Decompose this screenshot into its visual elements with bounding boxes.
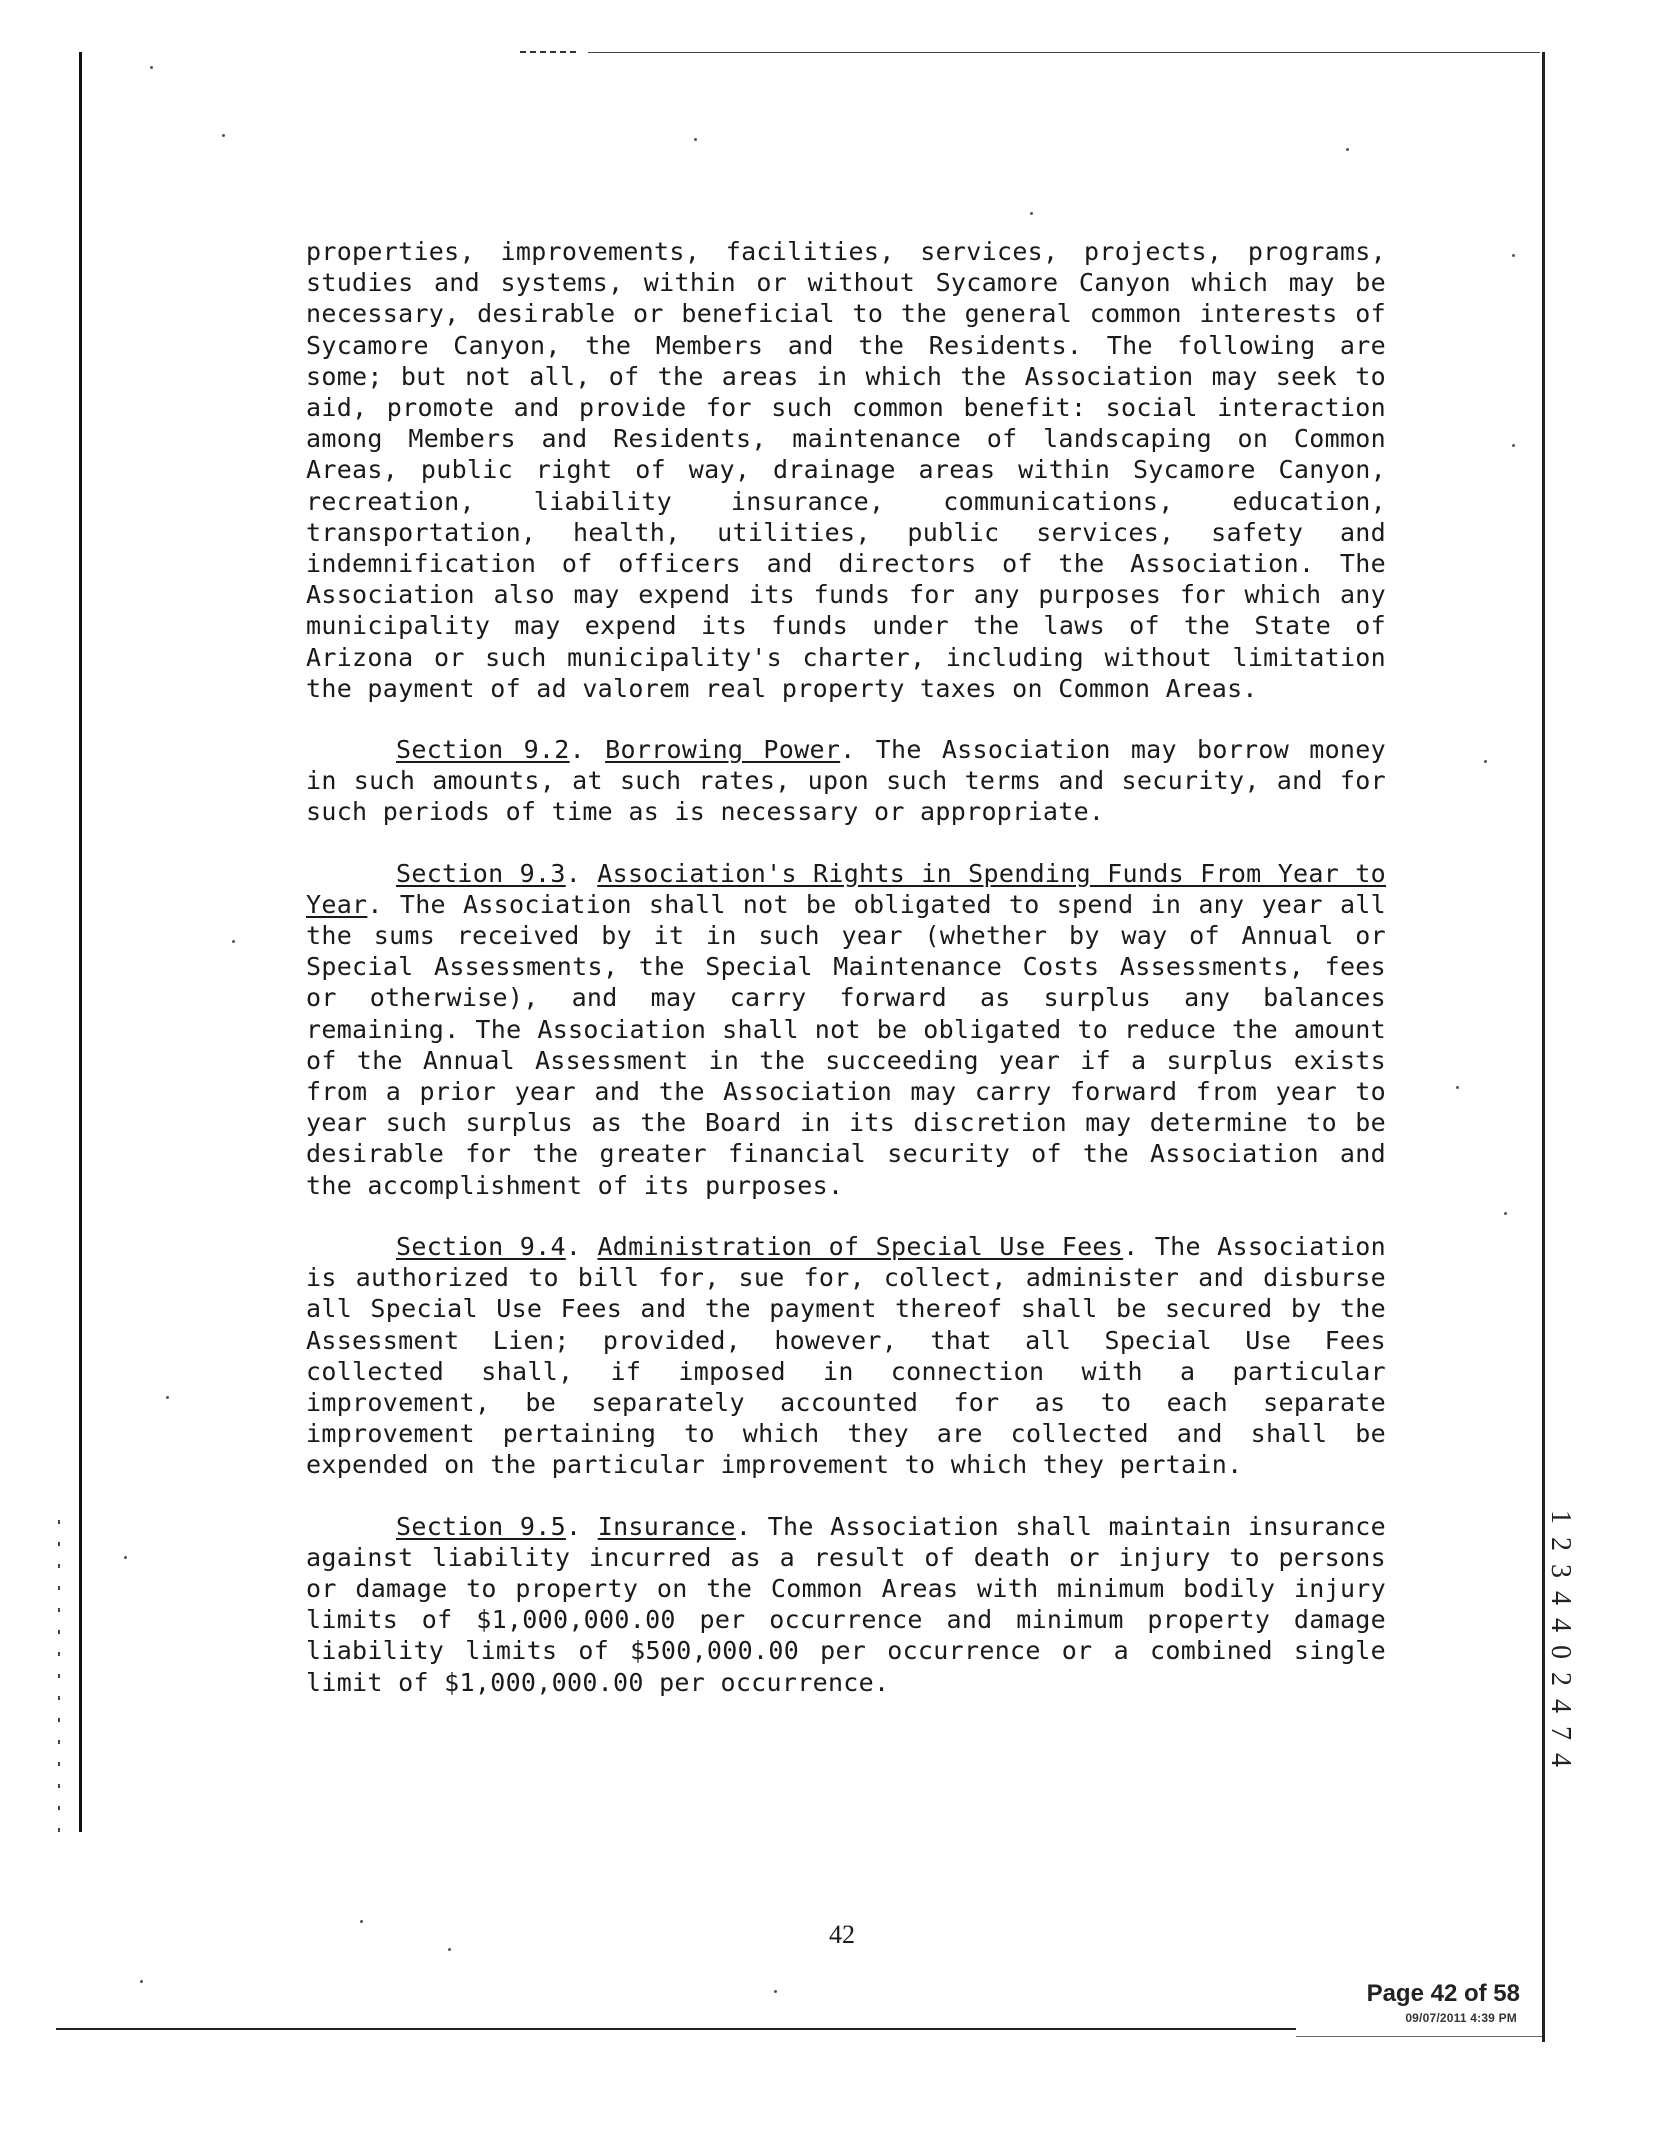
document-body bbox=[306, 236, 1386, 1728]
scan-speck bbox=[124, 1556, 127, 1559]
section-number: Section 9.5 bbox=[396, 1511, 566, 1541]
section-9-4: Section 9.4. Administration of Special Use Fees. The Association is authorized to bill for, sue for, collect, administer and disburse all Special Use Fees and the payment thereof shall be secured by the Assessment Lien; provided, however, that all Special Use Fees collected shall, if imposed in connection with a particular improvement, be separately accounted for as to each separate improvement pertaining to which they are collected and shall be expended on the particular improvement to which they pertain. bbox=[306, 1231, 1386, 1480]
scan-speck bbox=[1484, 760, 1487, 763]
paragraph-text: properties, improvements, facilities, services, projects, programs, studies and systems, within or without Sycamore Canyon which may be necessary, desirable or beneficial to the general common interests of Sycamore Canyon, the Members and the Residents. The following are some; but not all, of the areas in which the Association may seek to aid, promote and provide for such common benefit: social interaction among Members and Residents, maintenance of landscaping on Common Areas, public right of way, drainage areas within Sycamore Canyon, recreation, liability insurance, communications, education, transportation, health, utilities, public services, safety and indemnification of officers and directors of the Association. The Association also may expend its funds for any purposes for which any municipality may expend its funds under the laws of the State of Arizona or such municipality's charter, including without limitation the payment of ad valorem real property taxes on Common Areas. bbox=[306, 237, 1386, 703]
section-number: Section 9.4 bbox=[396, 1231, 566, 1261]
recording-number: 1 2 3 4 4 0 2 4 7 4 bbox=[1545, 1510, 1576, 1770]
scan-speck bbox=[166, 1396, 169, 1399]
section-text: The Association shall maintain insurance against liability incurred as a result of death or injury to persons or damage to property on the Common Areas with minimum bodily injury limits of $1,000,000.00 per occurrence and minimum property damage liability limits of $500,000.00 per occurrence or a combined single limit of $1,000,000.00 per occurrence. bbox=[306, 1511, 1386, 1697]
section-9-2: Section 9.2. Borrowing Power. The Association may borrow money in such amounts, at such rates, upon such terms and security, and for such periods of time as is necessary or appropriate. bbox=[306, 735, 1386, 827]
section-number: Section 9.2 bbox=[396, 735, 570, 765]
page-count-stamp: Page 42 of 58 bbox=[1366, 1980, 1520, 2007]
page-number: 42 bbox=[829, 1920, 855, 1949]
scan-border-left bbox=[79, 52, 82, 1832]
scan-speck bbox=[694, 138, 697, 141]
scan-speck bbox=[1456, 1086, 1459, 1089]
scan-speck bbox=[1512, 444, 1515, 447]
section-title: Administration of Special Use Fees bbox=[597, 1231, 1124, 1261]
date-stamp: 09/07/2011 4:39 PM bbox=[1405, 2011, 1517, 2025]
scan-edge-dashes bbox=[58, 1520, 60, 1840]
section-title: Association's Rights in Spending Funds From Year to Year bbox=[306, 858, 1386, 919]
scan-speck bbox=[222, 134, 225, 137]
paragraph-purposes-continued bbox=[306, 236, 1386, 704]
scan-speck bbox=[1512, 254, 1515, 257]
scan-border-bottom-thin bbox=[1296, 2036, 1542, 2037]
section-text: The Association is authorized to bill for, sue for, collect, administer and disburse all Special Use Fees and the payment thereof shall be secured by the Assessment Lien; provided, however, that all Special Use Fees collected shall, if imposed in connection with a particular improvement, be separately accounted for as to each separate improvement pertaining to which they are collected and shall be expended on the particular improvement to which they pertain. bbox=[306, 1231, 1386, 1480]
section-title: Borrowing Power bbox=[605, 735, 841, 765]
section-number: Section 9.3 bbox=[396, 858, 566, 888]
scan-speck bbox=[774, 1990, 777, 1993]
scan-speck bbox=[140, 1980, 143, 1983]
section-title: Insurance bbox=[597, 1511, 736, 1541]
section-text: The Association shall not be obligated to spend in any year all the sums received by it in such year (whether by way of Annual or Special Assessments, the Special Maintenance Costs Assessments, fees or otherwise), and may carry forward as surplus any balances remaining. The Association shall not be obligated to reduce the amount of the Annual Assessment in the succeeding year if a surplus exists from a prior year and the Association may carry forward from year to year such surplus as the Board in its discretion may determine to be desirable for the greater financial security of the Association and the accomplishment of its purposes. bbox=[306, 889, 1386, 1200]
scan-border-top-dash bbox=[520, 51, 580, 53]
scan-border-top bbox=[588, 52, 1540, 53]
scan-speck bbox=[1030, 212, 1033, 215]
scan-speck bbox=[1346, 148, 1349, 151]
section-9-5: Section 9.5. Insurance. The Association shall maintain insurance against liability incurred as a result of death or injury to persons or damage to property on the Common Areas with minimum bodily injury limits of $1,000,000.00 per occurrence and minimum property damage liability limits of $500,000.00 per occurrence or a combined single limit of $1,000,000.00 per occurrence. bbox=[306, 1511, 1386, 1697]
scan-border-bottom bbox=[56, 2028, 1296, 2030]
scan-speck bbox=[150, 66, 153, 69]
scan-speck bbox=[1504, 1212, 1507, 1215]
section-text: The Association may borrow money in such amounts, at such rates, upon such terms and security, and for such periods of time as is necessary or appropriate. bbox=[306, 735, 1386, 827]
scan-speck bbox=[232, 940, 235, 943]
section-9-3: Section 9.3. Association's Rights in Spending Funds From Year to Year. The Association shall not be obligated to spend in any year all the sums received by it in such year (whether by way of Annual or Special Assessments, the Special Maintenance Costs Assessments, fees or otherwise), and may carry forward as surplus any balances remaining. The Association shall not be obligated to reduce the amount of the Annual Assessment in the succeeding year if a surplus exists from a prior year and the Association may carry forward from year to year such surplus as the Board in its discretion may determine to be desirable for the greater financial security of the Association and the accomplishment of its purposes. bbox=[306, 858, 1386, 1200]
